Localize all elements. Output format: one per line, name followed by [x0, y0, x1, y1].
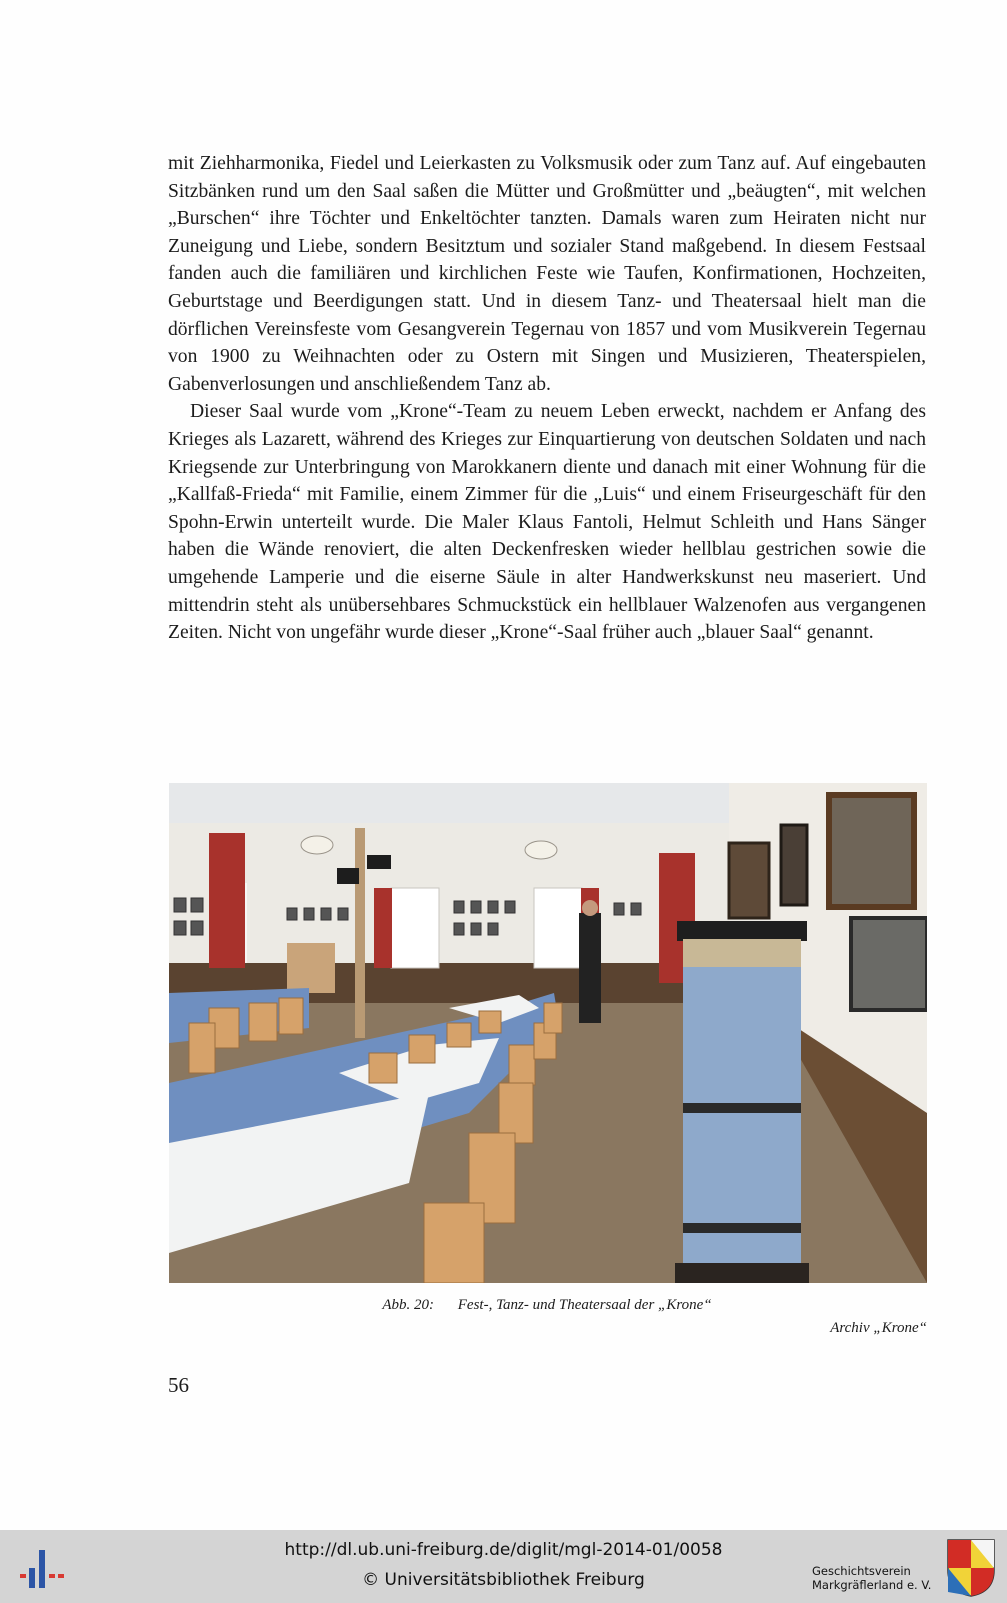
figure-caption	[168, 1297, 926, 1314]
hall-photo-illustration	[169, 783, 927, 1283]
page-number: 56	[168, 1373, 189, 1397]
caption-number: Abb. 20:	[382, 1297, 434, 1313]
society-name-line2: Markgräflerland e. V.	[812, 1578, 932, 1592]
paragraph-2: Dieser Saal wurde vom „Krone“-Team zu neuem Leben erweckt, nachdem er Anfang des Krieges als Lazarett, während des Krieges zur Einquartierung von deutschen Soldaten und nach Kriegsende zur Unterbringung von Marokkanern diente und danach mit einer Wohnung für die „Kallfaß-Frieda“ mit Familie, einem Zimmer für die „Luis“ und einem Friseurgeschäft für den Spohn-Erwin unterteilt wurde. Die Maler Klaus Fantoli, Helmut Schleith und Hans Sänger haben die Wände renoviert, die alten Deckenfresken wieder hellblau gestrichen sowie die umgehende Lamperie und die eiserne Säule in alter Handwerkskunst neu maseriert. Und mittendrin steht als unübersehbares Schmuckstück ein hellblauer Walzenofen aus vergangenen Zeiten. Nicht von ungefähr wurde dieser „Krone“-Saal früher auch „blauer Saal“ genannt.	[168, 401, 926, 644]
society-name	[812, 1564, 931, 1592]
copyright-notice: © Universitätsbibliothek Freiburg	[362, 1570, 645, 1590]
paragraph-1: mit Ziehharmonika, Fiedel und Leierkasten zu Volksmusik oder zum Tanz auf. Auf eingebauten Sitzbänken rund um den Saal saßen die Mütter und Großmütter und „beäugten“, mit welchen „Burschen“ ihre Töchter und Enkeltöchter tanzten. Damals waren zum Heiraten nicht nur Zuneigung und Liebe, sondern Besitztum und sozialer Stand maßgebend. In diesem Festsaal fanden auch die familiären und kirchlichen Feste wie Taufen, Konfirmationen, Hochzeiten, Geburtstage und Beerdigungen statt. Und in diesem Tanz- und Theatersaal hielt man die dörflichen Vereinsfeste vom Gesangverein Tegernau von 1857 und vom Musikverein Tegernau von 1900 zu Weihnachten oder zu Ostern mit Singen und Musizieren, Theaterspielen, Gabenverlosungen und anschließendem Tanz ab.	[168, 153, 926, 395]
footer-bar	[0, 1530, 1007, 1603]
society-crest-icon	[946, 1538, 996, 1598]
hall-photo	[169, 783, 927, 1283]
photo-credit: Archiv „Krone“	[830, 1320, 927, 1336]
society-name-line1: Geschichtsverein	[812, 1564, 911, 1578]
body-text	[168, 150, 926, 647]
caption-text: Fest-, Tanz- und Theatersaal der „Krone“	[457, 1297, 712, 1313]
document-url[interactable]: http://dl.ub.uni-freiburg.de/diglit/mgl-2014-01/0058	[284, 1540, 723, 1560]
